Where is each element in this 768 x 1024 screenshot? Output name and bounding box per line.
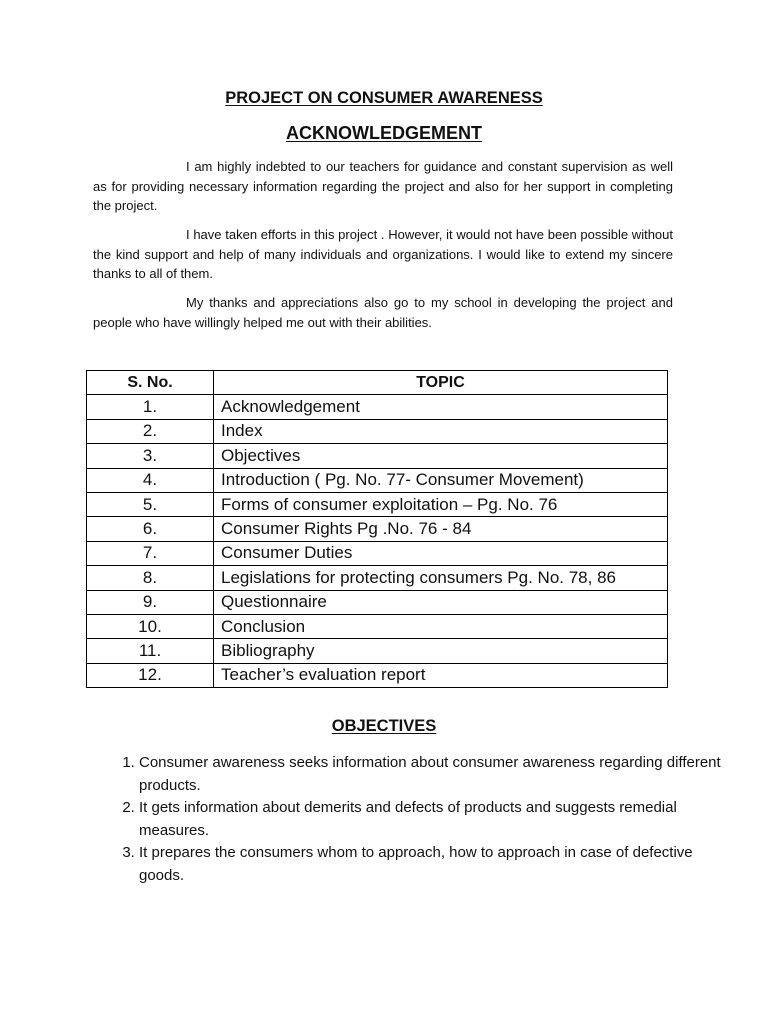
row-sno: 3.: [87, 444, 214, 468]
table-row: [87, 395, 668, 419]
list-item: 1. Consumer awareness seeks information about consumer awareness regarding different products.: [139, 752, 729, 797]
table-row: [87, 614, 668, 638]
document-title: PROJECT ON CONSUMER AWARENESS: [225, 89, 543, 107]
row-topic: Forms of consumer exploitation – Pg. No. 76: [214, 492, 668, 516]
acknowledgement-paragraph: [93, 293, 673, 332]
list-item: 2. It gets information about demerits and defects of products and suggests remedial measures.: [139, 797, 729, 842]
table-row: [87, 444, 668, 468]
row-topic: Objectives: [214, 444, 668, 468]
table-row: [87, 541, 668, 565]
row-topic: Introduction ( Pg. No. 77- Consumer Movement): [214, 468, 668, 492]
acknowledgement-paragraph: [93, 225, 673, 284]
table-row: [87, 492, 668, 516]
row-sno: 7.: [87, 541, 214, 565]
acknowledgement-paragraph: [93, 157, 673, 216]
table-row: [87, 419, 668, 443]
row-topic: Consumer Duties: [214, 541, 668, 565]
table-row: [87, 468, 668, 492]
list-item: 3. It prepares the consumers whom to approach, how to approach in case of defective goods.: [139, 842, 729, 887]
acknowledgement-paragraph-text: I have taken efforts in this project . However, it would not have been possible without the kind support and help of many individuals and organizations. I would like to extend my sincere thanks to all of them.: [93, 227, 673, 281]
row-sno: 11.: [87, 639, 214, 663]
row-sno: 1.: [87, 395, 214, 419]
row-topic: Consumer Rights Pg .No. 76 - 84: [214, 517, 668, 541]
column-header-sno: S. No.: [87, 371, 214, 395]
row-sno: 12.: [87, 663, 214, 687]
table-row: [87, 663, 668, 687]
index-table: [86, 370, 668, 688]
table-row: [87, 639, 668, 663]
table-row: [87, 590, 668, 614]
row-topic: Questionnaire: [214, 590, 668, 614]
row-topic: Acknowledgement: [214, 395, 668, 419]
acknowledgement-heading: ACKNOWLEDGEMENT: [286, 123, 482, 143]
row-topic: Legislations for protecting consumers Pg. No. 78, 86: [214, 566, 668, 590]
row-topic: Teacher’s evaluation report: [214, 663, 668, 687]
objectives-heading: OBJECTIVES: [331, 717, 437, 735]
acknowledgement-paragraph-text: I am highly indebted to our teachers for guidance and constant supervision as well as for providing necessary information regarding the project and also for her support in completing the project.: [93, 159, 673, 213]
column-header-topic: TOPIC: [214, 371, 668, 395]
row-sno: 5.: [87, 492, 214, 516]
row-sno: 10.: [87, 614, 214, 638]
row-sno: 2.: [87, 419, 214, 443]
index-table-header-row: [87, 371, 668, 395]
objectives-list: [93, 752, 729, 887]
row-sno: 6.: [87, 517, 214, 541]
row-sno: 8.: [87, 566, 214, 590]
row-sno: 9.: [87, 590, 214, 614]
row-topic: Conclusion: [214, 614, 668, 638]
row-topic: Bibliography: [214, 639, 668, 663]
row-sno: 4.: [87, 468, 214, 492]
row-topic: Index: [214, 419, 668, 443]
table-row: [87, 566, 668, 590]
acknowledgement-paragraph-text: My thanks and appreciations also go to my school in developing the project and people who have willingly helped me out with their abilities.: [93, 295, 673, 330]
table-row: [87, 517, 668, 541]
